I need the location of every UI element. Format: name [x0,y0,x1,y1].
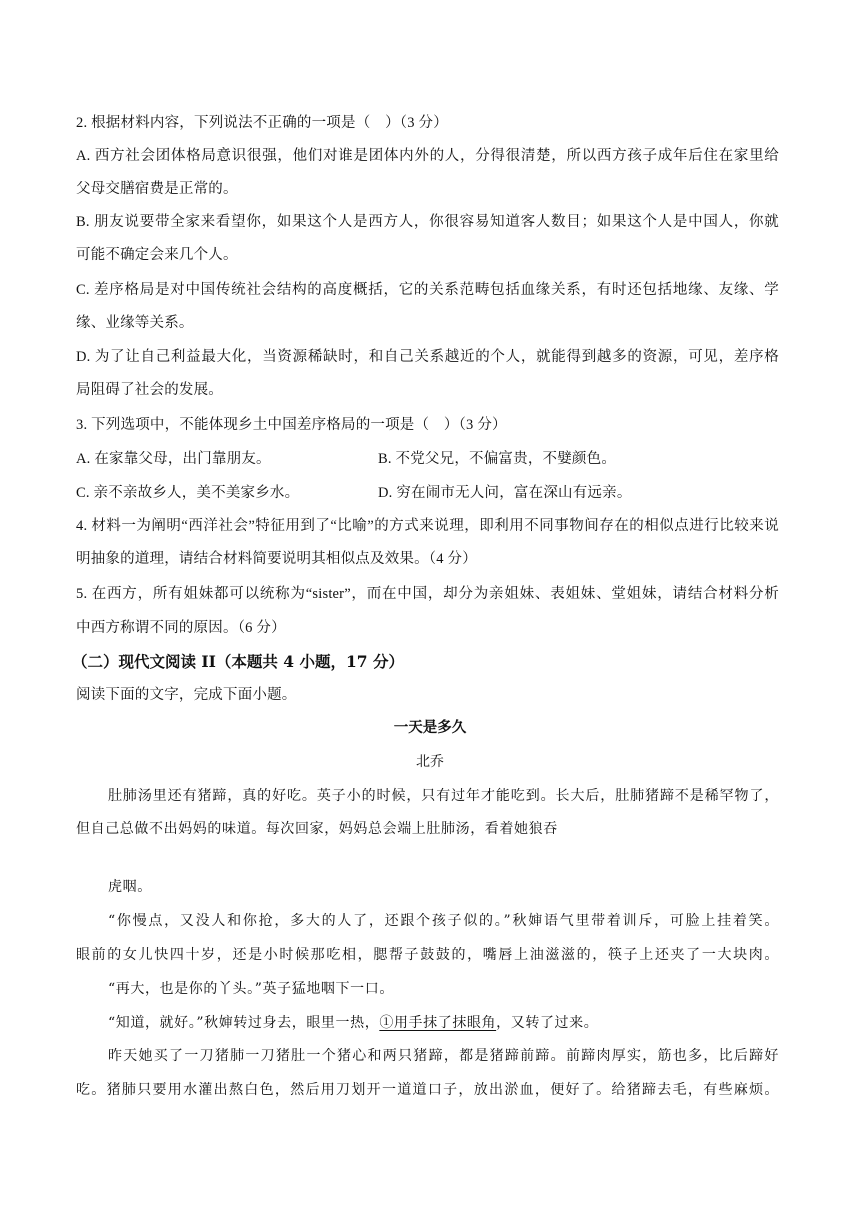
q2-stem: 2. 根据材料内容，下列说法不正确的一项是（ ）（3 分） [76,115,448,131]
q3-option-d: D. 穷在闹市无人问，富在深山有远亲。 [378,485,632,501]
story-paragraph-1-cont: 但自己总做不出妈妈的味道。每次回家，妈妈总会端上肚肺汤，看着她狼吞 [76,821,558,837]
q2-option-d-cont: 局阻碍了社会的发展。 [76,382,223,398]
story-paragraph-5-cont: 吃。猪肺只要用水灌出熬白色，然后用刀划开一道道口子，放出淤血，便好了。给猪蹄去毛，有些麻烦。 [76,1082,779,1098]
q3-option-b: B. 不党父兄，不偏富贵，不嬖颜色。 [378,451,617,467]
story-paragraph-2-cont: 眼前的女儿快四十岁，还是小时候那吃相，腮帮子鼓鼓的，嘴唇上油滋滋的，筷子上还夹了一大块肉。 [76,947,779,963]
q5-stem: 5. 在西方，所有姐妹都可以统称为“sister”，而在中国，却分为亲姐妹、表姐妹、堂姐妹，请结合材料分析 [76,586,779,602]
q3-option-c: C. 亲不亲故乡人，美不美家乡水。 [76,485,300,501]
story-paragraph-4 [108,1013,598,1033]
q3-stem: 3. 下列选项中，不能体现乡土中国差序格局的一项是（ ）（3 分） [76,417,507,433]
q3-option-a: A. 在家靠父母，出门靠朋友。 [76,451,271,467]
paragraph-4-text-after: ，又转了过来。 [496,1015,599,1031]
q2-option-b-cont: 可能不确定会来几个人。 [76,247,238,263]
q2-option-c: C. 差序格局是对中国传统社会结构的高度概括，它的关系范畴包括血缘关系，有时还包括地缘、友缘、学 [76,282,779,298]
story-paragraph-3: “再大，也是你的丫头。”英子猛地咽下一口。 [108,981,394,997]
story-paragraph-1-end: 虎咽。 [108,879,152,895]
story-paragraph-1: 肚肺汤里还有猪蹄，真的好吃。英子小的时候，只有过年才能吃到。长大后，肚肺猪蹄不是稀罕物了， [108,788,779,804]
section-instruction: 阅读下面的文字，完成下面小题。 [76,687,297,703]
q4-stem: 4. 材料一为阐明“西洋社会”特征用到了“比喻”的方式来说理，即利用不同事物间存在的相似点进行比较来说 [76,518,779,534]
story-paragraph-5: 昨天她买了一刀猪肺一刀猪肚一个猪心和两只猪蹄，都是猪蹄前蹄。前蹄肉厚实，筋也多，比后蹄好 [108,1048,779,1064]
q2-option-c-cont: 缘、业缘等关系。 [76,315,194,331]
paragraph-4-text-before: “知道，就好。”秋婶转过身去，眼里一热， [108,1015,380,1031]
q2-option-d: D. 为了让自己利益最大化，当资源稀缺时，和自己关系越近的个人，就能得到越多的资源，可见，差序格 [76,349,779,365]
story-title: 一天是多久 [393,719,467,736]
underlined-phrase-1: ①用手抹了抹眼角 [379,1015,497,1031]
section-heading: （二）现代文阅读 II（本题共 4 小题，17 分） [72,652,404,671]
q5-stem-cont: 中西方称谓不同的原因。（6 分） [76,620,286,636]
q2-option-b: B. 朋友说要带全家来看望你，如果这个人是西方人，你很容易知道客人数目；如果这个人是中国人，你就 [76,214,779,230]
story-author: 北乔 [416,754,444,770]
q2-option-a: A. 西方社会团体格局意识很强，他们对谁是团体内外的人，分得很清楚，所以西方孩子成年后住在家里给 [76,148,779,164]
q4-stem-cont: 明抽象的道理，请结合材料简要说明其相似点及效果。（4 分） [76,551,477,567]
q2-option-a-cont: 父母交膳宿费是正常的。 [76,181,238,197]
story-paragraph-2: “你慢点，又没人和你抢，多大的人了，还跟个孩子似的。”秋婶语气里带着训斥，可脸上挂着笑。 [108,913,779,929]
